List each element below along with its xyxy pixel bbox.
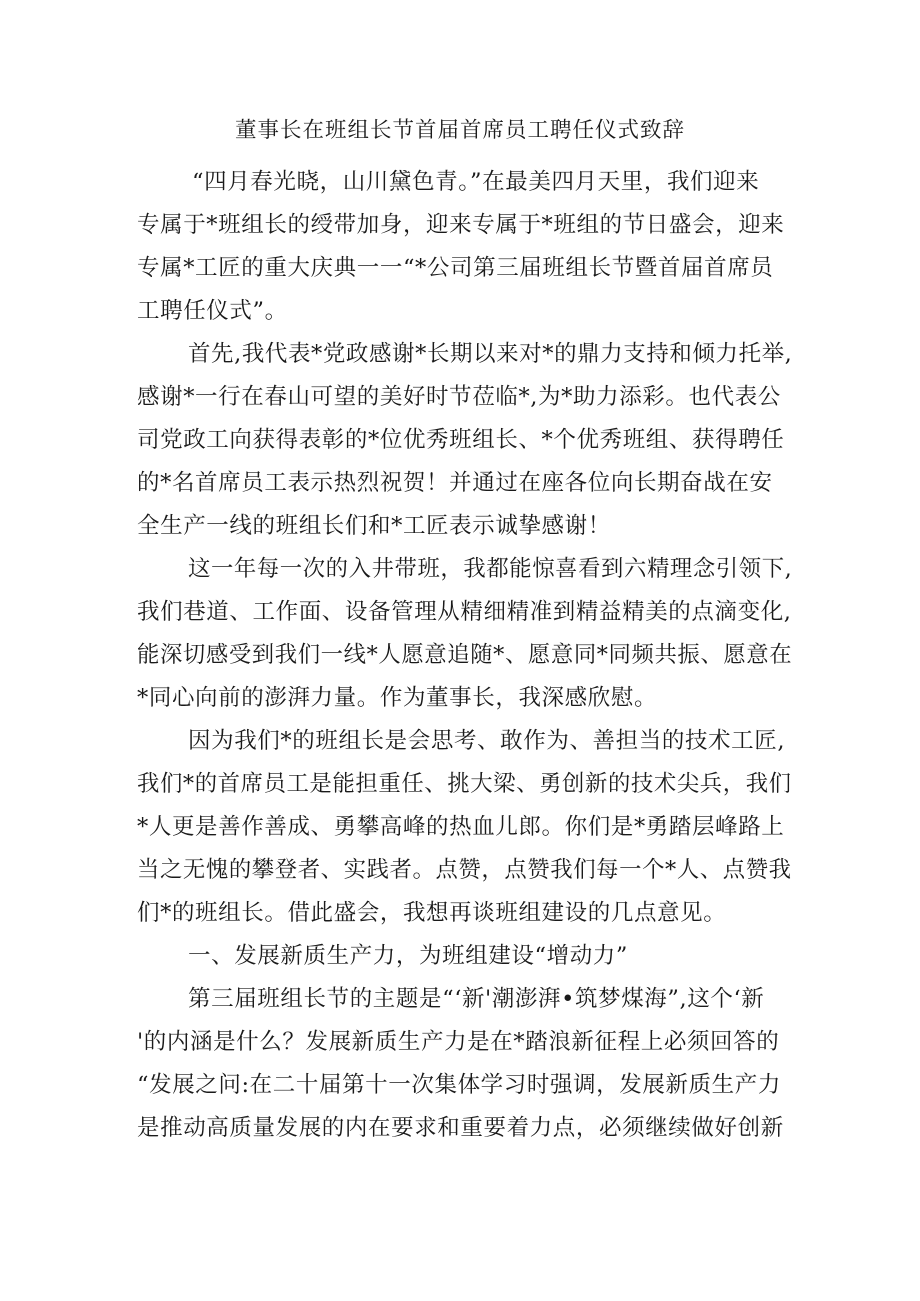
paragraph-3-line-1: 这一年每一次的入井带班，我都能惊喜看到六精理念引领下, [188,556,793,582]
paragraph-5-line-2: '的内涵是什么？发展新质生产力是在*踏浪新征程上必须回答的 [137,1029,780,1055]
paragraph-4-line-5: 们*的班组长。借此盛会，我想再谈班组建设的几点意见。 [137,900,727,926]
paragraph-4-line-1: 因为我们*的班组长是会思考、敢作为、善担当的技术工匠, [188,728,786,754]
paragraph-5-line-4: 是推动高质量发展的内在要求和重要着力点，必须继续做好创新 [137,1115,784,1141]
paragraph-1-line-3: 专属*工匠的重大庆典一一“*公司第三届班组长节暨首届首席员 [137,255,774,281]
paragraph-4-line-2: 我们*的首席员工是能担重任、挑大梁、勇创新的技术尖兵，我们 [137,771,792,797]
paragraph-3-line-4: *同心向前的澎湃力量。作为董事长，我深感欣慰。 [137,685,658,711]
section-heading-1: 一、发展新质生产力，为班组建设“增动力” [188,943,629,969]
paragraph-1-line-4: 工聘任仪式”。 [137,298,288,324]
paragraph-1-line-2: 专属于*班组长的绶带加身，迎来专属于*班组的节日盛会，迎来 [137,212,785,238]
paragraph-5-line-3: “发展之问:在二十届第十一次集体学习时强调，发展新质生产力 [137,1072,781,1098]
paragraph-2-line-2: 感谢*一行在春山可望的美好时节莅临*,为*助力添彩。也代表公 [137,384,781,410]
paragraph-1-line-1: “四月春光晓，山川黛色青。”在最美四月天里，我们迎来 [192,169,760,195]
paragraph-4-line-3: *人更是善作善成、勇攀高峰的热血儿郎。你们是*勇踏层峰路上 [137,814,785,840]
paragraph-4-line-4: 当之无愧的攀登者、实践者。点赞，点赞我们每一个*人、点赞我 [137,857,792,883]
document-title: 董事长在班组长节首届首席员工聘任仪式致辞 [234,118,685,143]
paragraph-2-line-4: 的*名首席员工表示热烈祝贺！并通过在座各位向长期奋战在安 [137,470,773,496]
paragraph-3-line-3: 能深切感受到我们一线*人愿意追随*、愿意同*同频共振、愿意在 [137,642,793,668]
paragraph-5-line-1: 第三届班组长节的主题是“‘新'潮澎湃•筑梦煤海”,这个‘新 [188,986,765,1012]
paragraph-2-line-1: 首先,我代表*党政感谢*长期以来对*的鼎力支持和倾力托举, [188,341,793,367]
paragraph-2-line-3: 司党政工向获得表彰的*位优秀班组长、*个优秀班组、获得聘任 [137,427,785,453]
paragraph-2-line-5: 全生产一线的班组长们和*工匠表示诚挚感谢！ [137,513,611,539]
paragraph-3-line-2: 我们巷道、工作面、设备管理从精细精准到精益精美的点滴变化, [137,599,792,625]
